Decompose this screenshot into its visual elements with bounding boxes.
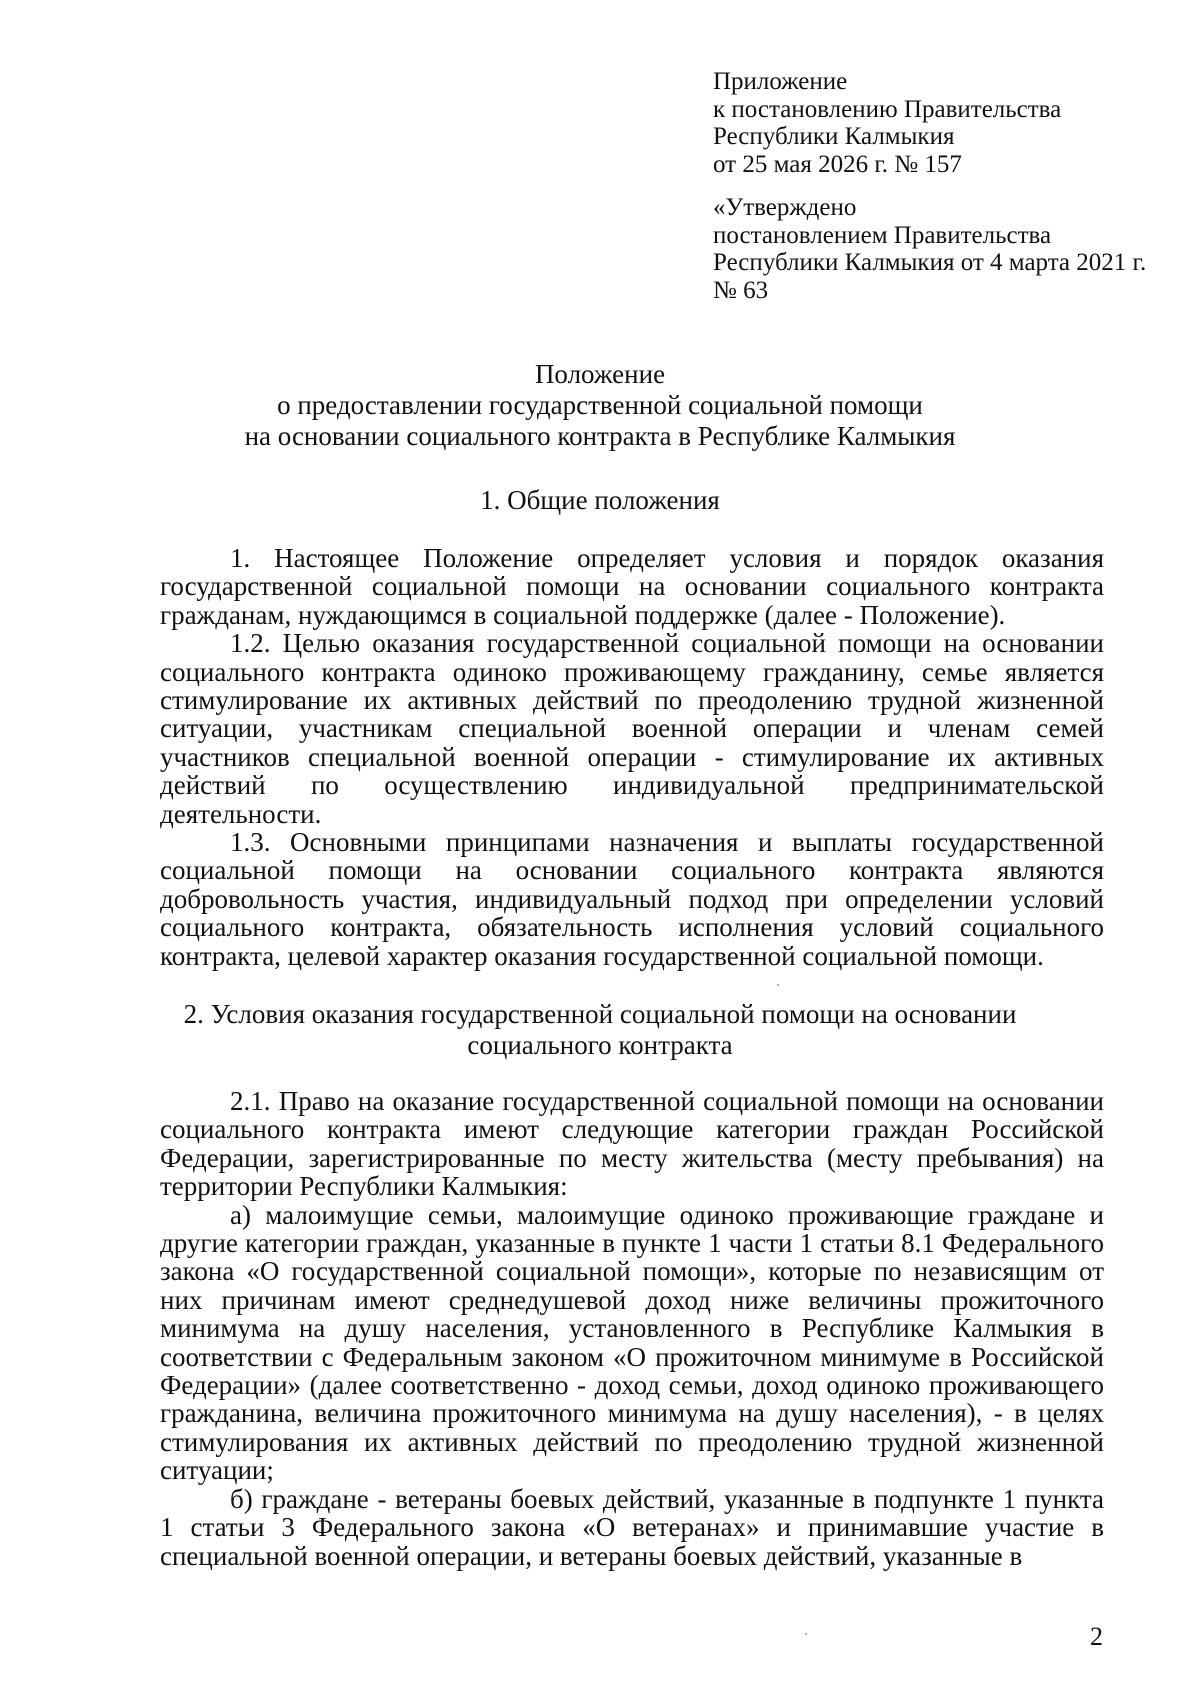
- approval-line: постановлением Правительства: [713, 221, 1052, 249]
- paragraph: а) малоимущие семьи, малоимущие одиноко проживающие граждане и другие категории граждан, указанные в пункте 1 части 1 статьи 8.1 Федерального закона «О государственной социальной помощи», которые по независящим от них причинам имеют среднедушевой доход ниже величины прожиточного минимума на душу населения, установленного в Республике Калмыкия в соответствии с Федеральным законом «О прожиточном минимуме в Российской Федерации» (далее соответственно - доход семьи, доход одиноко проживающего гражданина, величина прожиточного минимума на душу населения), - в целях стимулирования их активных действий по преодолению трудной жизненной ситуации;: [160, 1199, 1104, 1486]
- title-line: на основании социального контракта в Республике Калмыкия: [244, 421, 956, 451]
- paragraph: 1. Настоящее Положение определяет условия и порядок оказания государственной социальной помощи на основании социального контракта гражданам, нуждающимся в социальной поддержке (далее - Положение).: [160, 543, 1104, 630]
- appendix-line: к постановлению Правительства: [713, 95, 1062, 123]
- scan-speck: [805, 1633, 807, 1635]
- scan-speck: [777, 984, 779, 986]
- approval-line: № 63: [713, 276, 769, 304]
- section-heading: [160, 999, 1040, 1061]
- document-title: [160, 359, 1040, 452]
- paragraph: 1.3. Основными принципами назначения и выплаты государственной социальной помощи на основании социального контракта являются добровольность участия, индивидуальный подход при определении условий социального контракта, обязательность исполнения условий социального контракта, целевой характер оказания государственной социальной помощи.: [160, 827, 1104, 971]
- section-heading-line: 1. Общие положения: [480, 485, 720, 515]
- page-number: 2: [1090, 1622, 1103, 1651]
- appendix-line: Республики Калмыкия: [713, 123, 955, 150]
- paragraph: б) граждане - ветераны боевых действий, указанные в подпункте 1 пункта 1 статьи 3 Федерального закона «О ветеранах» и принимавшие участие в специальной военной операции, и ветераны боевых действий, указанные в: [160, 1483, 1104, 1571]
- section-heading: [160, 485, 1040, 516]
- appendix-line: от 25 мая 2026 г. № 157: [713, 150, 962, 178]
- section-heading-line: социального контракта: [467, 1030, 733, 1060]
- appendix-line: Приложение: [713, 68, 848, 95]
- approval-line: Республики Калмыкия от 4 марта 2021 г.: [713, 249, 1147, 276]
- approval-stamp-text: [713, 194, 1147, 304]
- section-body: [160, 1087, 1104, 1570]
- section-body: [160, 544, 1104, 970]
- paragraph: 1.2. Целью оказания государственной социальной помощи на основании социального контракта одиноко проживающему гражданину, семье является стимулирование их активных действий по преодолению трудной жизненной ситуации, участникам специальной военной операции и членам семей участников специальной военной операции - стимулирование их активных действий по осуществлению индивидуальной предпринимательской деятельности.: [160, 628, 1104, 829]
- title-line: Положение: [534, 359, 666, 389]
- section-heading-line: 2. Условия оказания государственной социальной помощи на основании: [183, 999, 1017, 1029]
- appendix-reference: [713, 68, 1133, 178]
- approval-line: «Утверждено: [713, 194, 857, 221]
- title-line: о предоставлении государственной социальной помощи: [277, 390, 923, 420]
- paragraph: 2.1. Право на оказание государственной социальной помощи на основании социального контракта имеют следующие категории граждан Российской Федерации, зарегистрированные по месту жительства (месту пребывания) на территории Республики Калмыкия:: [160, 1086, 1104, 1202]
